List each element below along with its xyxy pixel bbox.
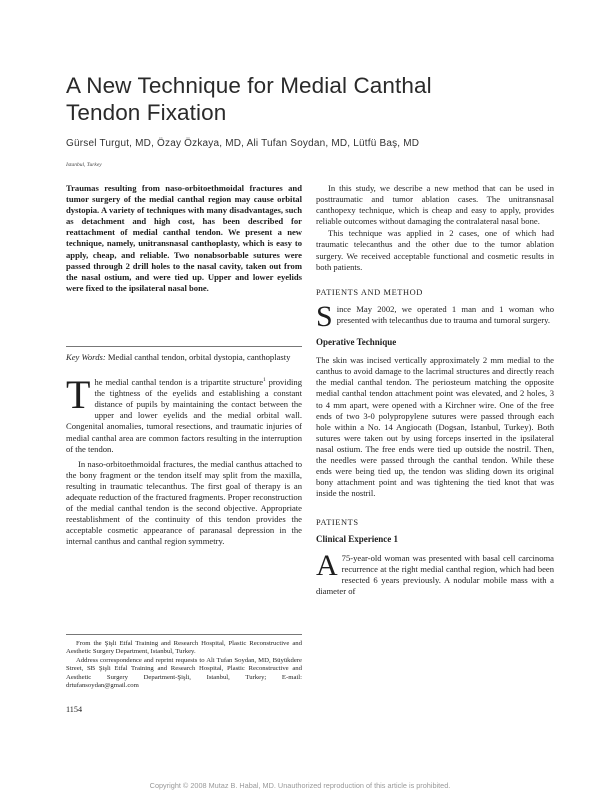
subheading-operative-technique: Operative Technique (316, 337, 397, 348)
footnote-institution: From the Şişli Etfal Training and Research Hospital, Plastic Reconstructive and Aesthetic Surgery Department, Istanbul, Turkey. (66, 640, 302, 656)
right-paragraph-2: This technique was applied in 2 cases, one of which had traumatic telecanthus and the other due to the tumor ablation surgery. We received acceptable functional and cosmetic results in both patients. (316, 228, 554, 272)
footnote-correspondence: Address correspondence and reprint requests to Ali Tufan Soydan, MD, Büyükdere Street, SB Şişli Etfal Training and Research Hospital, Plastic Reconstructive and Aesthetic Surgery Department-Şişli, Istanbul, Turkey; E-mail: drtufansoydan@gmail.com (66, 656, 302, 690)
subheading-clinical-experience-1: Clinical Experience 1 (316, 534, 398, 545)
article-title (66, 72, 546, 126)
affiliation: Istanbul, Turkey (66, 162, 102, 168)
intro-p1-text-b: providing the tightness of the eyelids and establishing a constant distance of pupils by maintaining the contact between the upper and lower eyelids and the medial orbital wall. Congenital anomalies, tumoral resections, and traumatic injuries of medial canthal area are common factors resulting in the interruption of the tendon. (66, 377, 302, 454)
abstract: Traumas resulting from naso-orbitoethmoidal fractures and tumor surgery of the medial canthal region may cause orbital dystopia. A variety of techniques with many disadvantages, such as detachment and high cost, has been described for reattachment of medial canthal tendon. We present a new technique, namely, unitransnasal canthoplasty, which is easy to apply, cheap, and reliable. Two nonabsorbable sutures were passed through 2 drill holes to the nasal cavity, taken out from the nasal ostium, and were tied up. Upper and lower eyelids were fixed to the ipsilateral nasal bone. (66, 183, 302, 293)
method-paragraph (316, 299, 554, 333)
section-heading-patients: PATIENTS (316, 518, 359, 528)
dropcap-a: A (316, 548, 338, 582)
author-list: Gürsel Turgut, MD, Özay Özkaya, MD, Ali Tufan Soydan, MD, Lütfü Baş, MD (66, 138, 420, 149)
dropcap-t: T (66, 372, 91, 418)
keywords (66, 346, 302, 363)
intro-paragraph-2: In naso-orbitoethmoidal fractures, the medial canthus attached to the bony fragment or the tendon itself may split from the maxilla, resulting in traumatic telecanthus. The first goal of therapy is an adequate reduction of the fractured fragments. Proper reconstruction of the medial canthal tendon is the second objective. Appropriate reestablishment of the continuity of this tendon provides the acceptable cosmetic appearance of paranasal depression in the internal canthus and canthal region symmetry. (66, 458, 302, 547)
footnote (66, 634, 302, 690)
method-paragraph-text: ince May 2002, we operated 1 man and 1 woman who presented with telecanthus due to trauma and tumoral surgery. (336, 303, 554, 325)
intro-paragraph-1 (66, 372, 302, 455)
operative-paragraph: The skin was incised vertically approximately 2 mm medial to the canthus to avoid damage to the lacrimal structures and directly reach the medial canthal tendon. The periosteum matching the opposite medial canthal tendon attachment point was elevated, and 2 holes, 3 to 4 mm apart, were opened with a Kirchner wire. One of the free ends of two 3-0 polypropylene sutures were passed through each hole within a No. 14 Angiocath (Dogsan, Istanbul, Turkey). Both sutures were taken out by using forceps inserted in the ipsilateral nasal ostium. The free ends were tied up outside the nostril. Then, the needles were passed through the canthal tendon. While these ends were being tied up, the tendon was sliding down its original bony attachment point and was tightening the tied knot that was inside the nostril. (316, 355, 554, 499)
right-column (316, 183, 554, 597)
title-line-1: A New Technique for Medial Canthal (66, 73, 432, 98)
keywords-label: Key Words: (66, 351, 106, 362)
keywords-text: Medial canthal tendon, orbital dystopia, canthoplasty (107, 351, 291, 362)
intro-p1-text-a: he medial canthal tendon is a tripartite structure (94, 377, 264, 388)
reference-1: 1 (263, 377, 266, 384)
clinical-paragraph (316, 548, 554, 597)
right-paragraph-1: In this study, we describe a new method that can be used in posttraumatic and tumor ablation cases. The unitransnasal canthopexy technique, which is cheap and easy to apply, provides reliable outcomes without damaging the contralateral nasal bone. (316, 183, 554, 227)
copyright-notice: Copyright © 2008 Mutaz B. Habal, MD. Unauthorized reproduction of this article is prohibited. (149, 781, 451, 790)
dropcap-s: S (316, 299, 333, 333)
left-column (66, 183, 302, 547)
section-heading-patients-method: PATIENTS AND METHOD (316, 287, 423, 297)
page-number: 1154 (66, 705, 83, 714)
clinical-paragraph-text: 75-year-old woman was presented with basal cell carcinoma recurrence at the right medial canthal region, which had been resected 6 years previously. A nodular mobile mass with a diameter of (316, 552, 554, 596)
title-line-2: Tendon Fixation (66, 100, 227, 125)
intro-section (66, 372, 302, 547)
